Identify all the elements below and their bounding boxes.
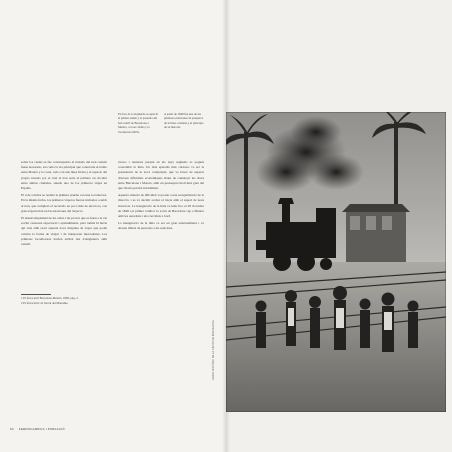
paragraph: La inauguració de la línia va ser un gran esdeveniment i va atreure milers de persones a les estacions. xyxy=(118,221,204,231)
train-station-image xyxy=(226,112,446,412)
photo-credit: ARXIU HISTÒRIC DE LA CIUTAT DE BARCELONA xyxy=(212,320,215,380)
paragraph: El desenvolupament de les obres i les proves que es feien a la via sovint causaven expectació i aplaudiments, però també hi havia qui veia amb recel aquesta nova màquina de vapor que podia canviar la forma de viatjar i de transportar mercaderies. Les primeres locomotores havien arribat des d'Anglaterra amb vaixell. xyxy=(21,216,107,247)
paragraph: cursos i reunions perquè en els anys següents es pogués consolidar la línia. Un dels episodis més curiosos va ser la presentació de la nova companyia, que va haver de superar diverses dificultats econòmiques abans de començar les obres entre Barcelona i Mataró, amb un pressupost molt més gran del que s'havia previst inicialment. xyxy=(118,160,204,191)
footnote: 1 El ferrocarril Barcelona-Mataró, 1848, pàg. 2. xyxy=(21,296,79,301)
footnote-rule xyxy=(21,294,51,295)
photo-caption-1: En foto de la izquierda se aprecia el primer andén y la pasarela del ferrocarril de Barcelona a Mataró, con su cabina y la locomotora MZA. xyxy=(118,112,158,134)
footnote: 2 El ferrocarril i el litoral del Maresme. xyxy=(21,300,69,305)
running-head: FERROCARRILS I POBLACIÓ xyxy=(18,427,65,431)
text-column-1 xyxy=(21,160,107,249)
page-footer xyxy=(10,427,65,431)
historic-train-photo xyxy=(226,112,446,412)
station-building xyxy=(342,204,410,262)
text-column-2 xyxy=(118,160,204,234)
paragraph: El 4 de octubre se realizó la primera prueba con una locomotora. En la misma fecha, los primeros viajeros fueron invitados a subir al tren, que completó el recorrido en poco más de una hora, con gran expectación en las estaciones del trayecto. xyxy=(21,193,107,213)
paragraph: sobre los cuales se fue construyendo el trazado del tren cuando fuese necesario, así como la vía principal que conectaría el tramo entre Mataró y la costa, todo con una línea férrea y el espacio del propio trazado por el cual el tren sería el primero en circular entre ambas ciudades, siendo uno de los primeros viajes en España. xyxy=(21,160,107,191)
page-number: 64 xyxy=(10,427,14,431)
paragraph: Aquesta situació de dificultat va portar a una reorganització de la direcció, i es va decidir acabar el traçat amb el suport de nous inversors. La inauguració de la línia va tenir lloc el 28 d'octubre de 1848 i el primer comboi va sortir de Barcelona cap a Mataró amb les autoritats i els convidats a bord. xyxy=(118,193,204,219)
footnotes xyxy=(21,294,107,305)
photo-caption-2: A partir de 1848 fue una de las primeras estaciones de pasajeros de la línea catalana y el principio de su historia. xyxy=(164,112,204,130)
